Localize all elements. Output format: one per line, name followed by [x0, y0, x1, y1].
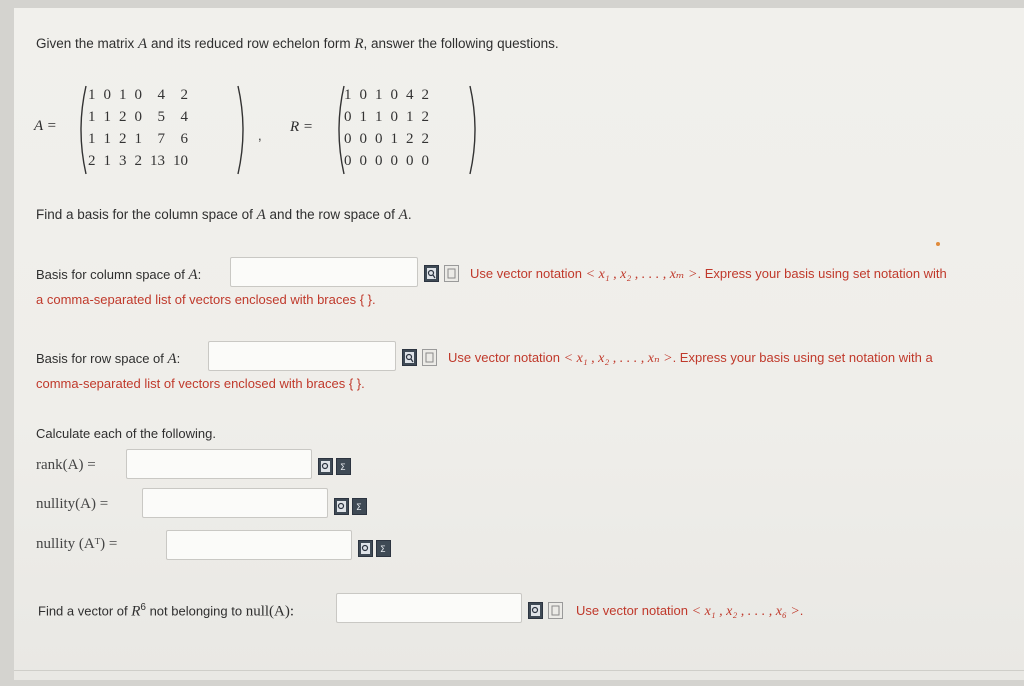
rank-input[interactable]	[126, 449, 312, 479]
row-space-hint: Use vector notation < x₁ , x₂ , . . . , xₙ >. Express your basis using set notation with a	[448, 350, 933, 366]
matrix-r-table	[340, 84, 433, 172]
matrix-cell: 10	[173, 153, 188, 169]
col-space-input[interactable]	[230, 257, 418, 287]
matrix-cell: 1	[103, 131, 111, 147]
question-page	[14, 8, 1024, 680]
matrix-cell: 1	[375, 109, 383, 125]
matrix-cell: 6	[180, 131, 188, 147]
matrix-r-label: R =	[290, 119, 314, 135]
svg-text:Σ: Σ	[380, 545, 386, 555]
decorative-dot	[936, 242, 940, 246]
preview-icon[interactable]	[334, 498, 349, 515]
calc-heading: Calculate each of the following.	[36, 426, 216, 441]
matrix-cell: 2	[134, 153, 142, 169]
matrix-cell: 0	[359, 87, 367, 103]
matrix-cell: 1	[119, 87, 127, 103]
matrix-cell: 5	[157, 109, 165, 125]
col-space-label: Basis for column space of A:	[36, 267, 202, 283]
col-space-hint-line2: a comma-separated list of vectors enclosed with braces { }.	[36, 292, 376, 307]
matrix-cell: 7	[157, 131, 165, 147]
matrix-cell: 1	[103, 109, 111, 125]
matrix-row	[340, 84, 433, 106]
nullity-transpose-label: nullity (Aᵀ) =	[36, 536, 118, 552]
matrix-row	[84, 128, 192, 150]
matrix-cell: 1	[134, 131, 142, 147]
col-space-hint: Use vector notation < x₁ , x₂ , . . . , xₘ >. Express your basis using set notation with	[470, 266, 947, 282]
nullity-transpose-input[interactable]	[166, 530, 352, 560]
matrix-a-label: A =	[34, 118, 57, 134]
matrix-row	[340, 106, 433, 128]
matrix-cell: 2	[406, 131, 414, 147]
help-icon[interactable]	[548, 602, 563, 619]
svg-text:Σ: Σ	[340, 463, 346, 473]
equation-editor-icon[interactable]	[352, 498, 367, 515]
right-paren	[468, 84, 482, 176]
matrix-a-table	[84, 84, 192, 172]
matrix-cell: 0	[375, 131, 383, 147]
matrix-a	[74, 84, 250, 176]
matrix-cell: 0	[134, 87, 142, 103]
rank-label: rank(A) =	[36, 457, 96, 473]
matrix-cell: 1	[88, 131, 96, 147]
matrix-separator: ,	[258, 128, 262, 143]
matrix-cell: 0	[103, 87, 111, 103]
matrix-row	[84, 84, 192, 106]
matrix-cell: 2	[88, 153, 96, 169]
preview-icon[interactable]	[402, 349, 417, 366]
matrix-cell: 0	[359, 153, 367, 169]
row-space-hint-line2: comma-separated list of vectors enclosed with braces { }.	[36, 376, 365, 391]
matrix-cell: 0	[390, 109, 398, 125]
matrix-cell: 13	[150, 153, 165, 169]
null-vector-hint: Use vector notation < x₁ , x₂ , . . . , x₆ >.	[576, 603, 804, 619]
help-icon[interactable]	[444, 265, 459, 282]
row-space-label: Basis for row space of A:	[36, 351, 181, 367]
matrix-cell: 2	[119, 131, 127, 147]
matrix-row	[340, 128, 433, 150]
svg-text:Σ: Σ	[356, 503, 362, 513]
null-vector-input[interactable]	[336, 593, 522, 623]
help-icon[interactable]	[422, 349, 437, 366]
matrix-cell: 1	[359, 109, 367, 125]
matrix-cell: 2	[421, 131, 429, 147]
matrix-cell: 0	[359, 131, 367, 147]
matrix-cell: 1	[344, 87, 352, 103]
matrix-cell: 0	[344, 109, 352, 125]
preview-icon[interactable]	[318, 458, 333, 475]
preview-icon[interactable]	[528, 602, 543, 619]
matrix-cell: 4	[180, 109, 188, 125]
equation-editor-icon[interactable]	[336, 458, 351, 475]
matrix-cell: 1	[103, 153, 111, 169]
matrix-cell: 4	[406, 87, 414, 103]
matrix-cell: 4	[157, 87, 165, 103]
matrix-row	[340, 150, 433, 172]
matrix-row	[84, 150, 192, 172]
matrix-cell: 2	[421, 87, 429, 103]
matrix-cell: 0	[344, 131, 352, 147]
equation-editor-icon[interactable]	[376, 540, 391, 557]
matrix-cell: 2	[421, 109, 429, 125]
matrix-cell: 0	[344, 153, 352, 169]
task-text: Find a basis for the column space of A and the row space of A.	[36, 207, 412, 223]
null-vector-label: Find a vector of $R^6$ not belonging to null(A):	[38, 602, 295, 620]
matrix-cell: 0	[390, 87, 398, 103]
matrix-cell: 0	[406, 153, 414, 169]
preview-icon[interactable]	[424, 265, 439, 282]
matrix-row	[84, 106, 192, 128]
matrix-cell: 2	[119, 109, 127, 125]
matrix-cell: 3	[119, 153, 127, 169]
nullity-input[interactable]	[142, 488, 328, 518]
row-space-input[interactable]	[208, 341, 396, 371]
matrix-cell: 0	[134, 109, 142, 125]
preview-icon[interactable]	[358, 540, 373, 557]
matrix-cell: 0	[375, 153, 383, 169]
matrix-cell: 0	[390, 153, 398, 169]
bottom-divider	[14, 670, 1024, 671]
matrix-r	[332, 84, 482, 176]
matrix-cell: 1	[88, 87, 96, 103]
matrix-cell: 1	[390, 131, 398, 147]
right-paren	[236, 84, 250, 176]
matrix-cell: 1	[406, 109, 414, 125]
question-intro: Given the matrix A and its reduced row echelon form R, answer the following questions.	[36, 36, 559, 52]
matrix-cell: 1	[88, 109, 96, 125]
matrix-cell: 0	[421, 153, 429, 169]
nullity-label: nullity(A) =	[36, 496, 109, 512]
matrix-cell: 2	[180, 87, 188, 103]
matrix-cell: 1	[375, 87, 383, 103]
